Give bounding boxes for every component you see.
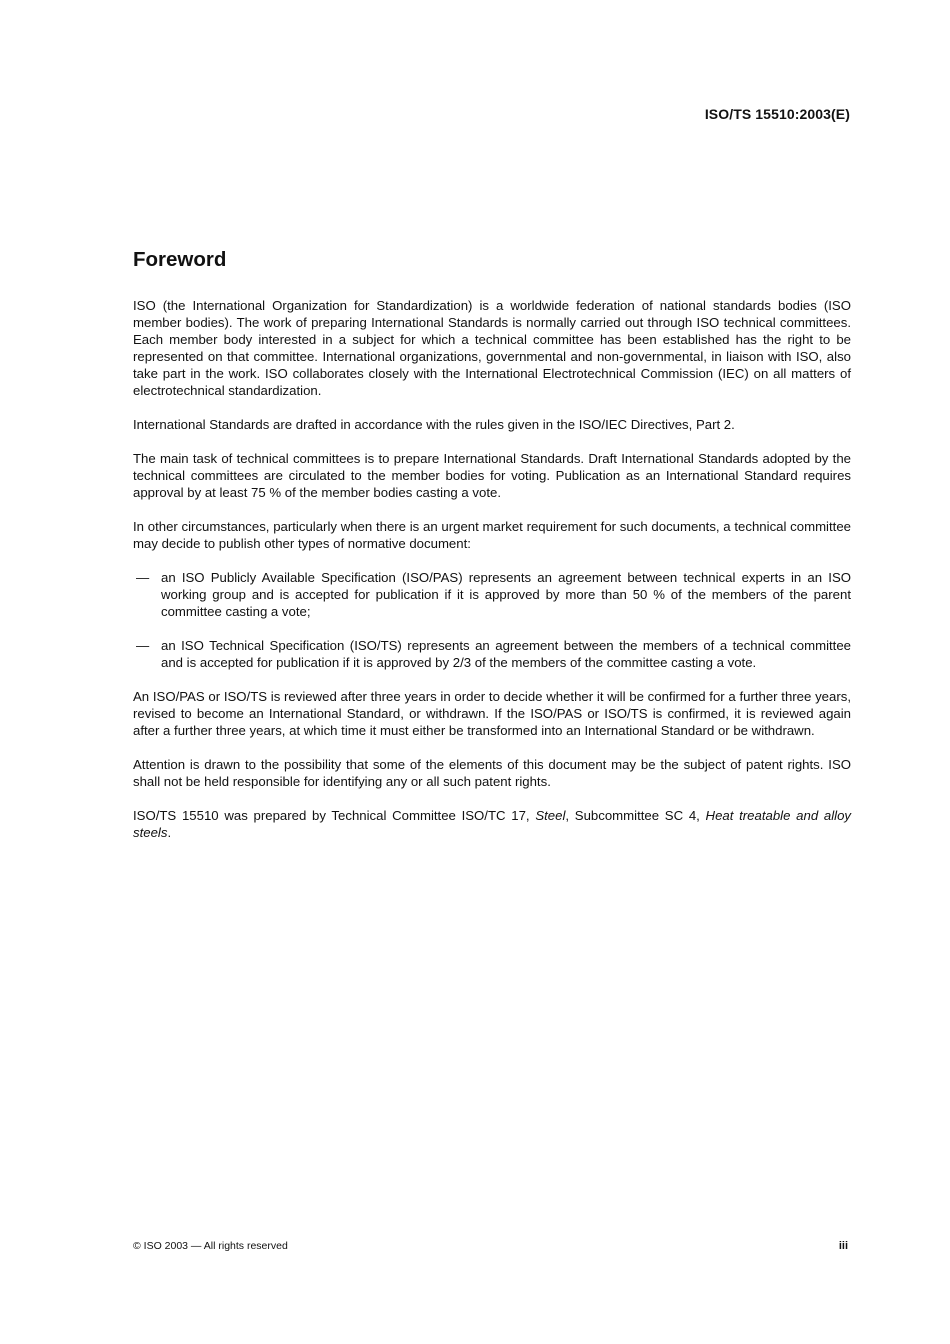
subcommittee-name: Heat treatable and alloy steels: [133, 808, 852, 840]
list-item-pas: [133, 569, 851, 620]
copyright-footer: © ISO 2003 — All rights reserved: [133, 1240, 288, 1252]
list-item-text: an ISO Publicly Available Specification (ISO/PAS) represents an agreement between technical experts in an ISO working group and is accepted for publication if it is approved by more than 50 % of the members of the parent committee casting a vote;: [161, 570, 851, 619]
page-title: Foreword: [133, 248, 227, 271]
list-item-ts: [133, 637, 851, 671]
prepared-by-end: .: [167, 825, 172, 840]
page-number: iii: [838, 1240, 848, 1252]
list-item-text: an ISO Technical Specification (ISO/TS) represents an agreement between the members of a technical committee and is accepted for publication if it is approved by 2/3 of the members of the committee casting a vote.: [161, 638, 851, 670]
dash-bullet: —: [136, 570, 150, 585]
paragraph-iso-intro: ISO (the International Organization for Standardization) is a worldwide federation of national standards bodies (ISO member bodies). The work of preparing International Standards is normally carried out through ISO technical committees. Each member body interested in a subject for which a technical committee has been established has the right to be represented on that committee. International organizations, governmental and non-governmental, in liaison with ISO, also take part in the work. ISO collaborates closely with the International Electrotechnical Commission (IEC) on all matters of electrotechnical standardization.: [133, 298, 851, 398]
prepared-by-text-2: , Subcommittee SC 4,: [565, 808, 706, 823]
paragraph-review: An ISO/PAS or ISO/TS is reviewed after three years in order to decide whether it will be confirmed for a further three years, revised to become an International Standard, or withdrawn. If the ISO/PAS or ISO/TS is confirmed, it is reviewed again after a further three years, at which time it must either be transformed into an International Standard or be withdrawn.: [133, 689, 851, 738]
paragraph-main-task: The main task of technical committees is to prepare International Standards. Draft International Standards adopted by the technical committees are circulated to the member bodies for voting. Publication as an International Standard requires approval by at least 75 % of the member bodies casting a vote.: [133, 451, 851, 500]
committee-name: Steel: [535, 808, 566, 823]
prepared-by-text: ISO/TS 15510 was prepared by Technical Committee ISO/TC 17,: [133, 808, 536, 823]
document-id-header: ISO/TS 15510:2003(E): [704, 106, 850, 122]
paragraph-patent: Attention is drawn to the possibility that some of the elements of this document may be the subject of patent rights. ISO shall not be held responsible for identifying any or all such patent rights.: [133, 757, 851, 789]
paragraph-directives: International Standards are drafted in accordance with the rules given in the ISO/IEC Directives, Part 2.: [133, 417, 735, 432]
paragraph-other-circumstances: In other circumstances, particularly when there is an urgent market requirement for such documents, a technical committee may decide to publish other types of normative document:: [133, 519, 851, 551]
dash-bullet: —: [136, 638, 150, 653]
foreword-section: [133, 247, 851, 858]
paragraph-prepared-by: [133, 807, 851, 841]
